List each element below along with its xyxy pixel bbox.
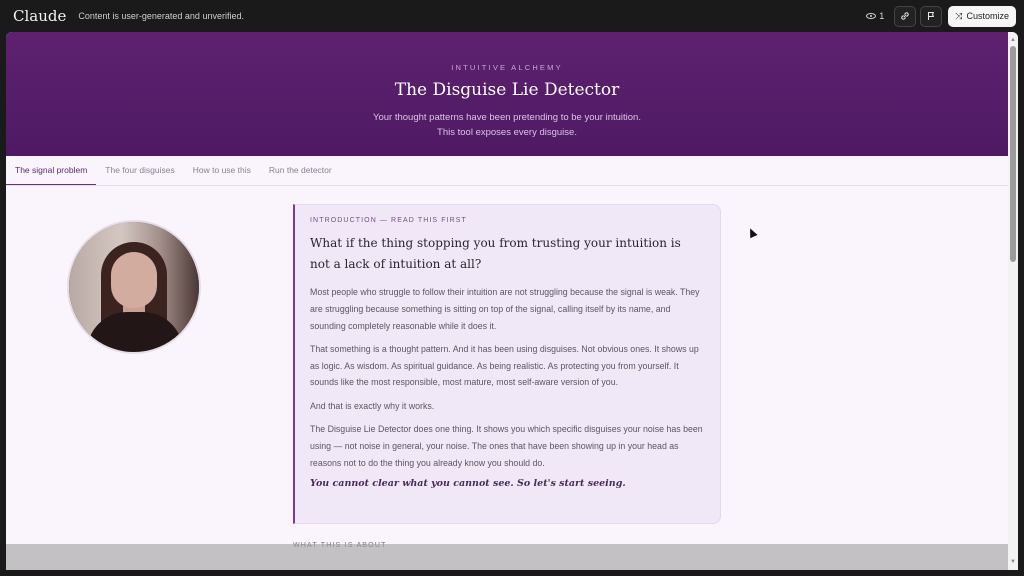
customize-label: Customize: [966, 11, 1009, 21]
tab-run-detector[interactable]: Run the detector: [268, 165, 332, 175]
card-closer: You cannot clear what you cannot see. So let's start seeing.: [310, 477, 626, 489]
scrollbar[interactable]: [1008, 32, 1018, 570]
artifact-frame: [6, 32, 1018, 570]
brand-logo[interactable]: Claude: [13, 7, 67, 25]
scroll-up-icon[interactable]: ▲: [1010, 37, 1016, 43]
hero-eyebrow: INTUITIVE ALCHEMY: [451, 63, 563, 72]
page-title: The Disguise Lie Detector: [394, 80, 620, 100]
hero-subtitle: [6, 110, 1008, 140]
card-heading: What if the thing stopping you from trusting your intuition is not a lack of intuition at all?: [310, 236, 681, 271]
tab-how-to-use[interactable]: How to use this: [192, 165, 251, 175]
copy-link-button[interactable]: [894, 6, 916, 27]
report-button[interactable]: [920, 6, 942, 27]
tab-bar: [6, 156, 1008, 186]
content-notice: Content is user-generated and unverified.: [78, 11, 244, 21]
tab-four-disguises[interactable]: The four disguises: [105, 165, 175, 175]
card-eyebrow: INTRODUCTION — READ THIS FIRST: [310, 217, 467, 224]
view-count-value: 1: [879, 11, 885, 21]
top-bar: [0, 0, 1024, 32]
scrollbar-thumb[interactable]: [1010, 46, 1016, 262]
intro-card: [293, 204, 721, 524]
link-icon: [900, 11, 910, 21]
shuffle-icon: ⤨: [955, 10, 963, 21]
hero-header: [6, 32, 1008, 156]
eye-icon: [866, 13, 876, 19]
card-paragraph: The Disguise Lie Detector does one thing. It shows you which specific disguises your noise has been using — not noise in general, your noise. The ones that have been showing up in your head as reasons not to do the thing you already know you should do.: [310, 424, 703, 468]
card-paragraph: And that is exactly why it works.: [310, 400, 435, 411]
hero-subtitle-line: This tool exposes every disguise.: [437, 127, 577, 138]
avatar-face: [111, 252, 157, 308]
hero-subtitle-line: Your thought patterns have been pretending to be your intuition.: [373, 112, 641, 123]
bottom-overlay: [6, 544, 1008, 570]
tab-signal-problem[interactable]: The signal problem: [6, 156, 96, 185]
scroll-down-icon[interactable]: ▼: [1010, 559, 1016, 565]
card-paragraph: Most people who struggle to follow their intuition are not struggling because the signal is weak. They are struggling because something is sitting on top of the signal, calling itself by its name, and sounding completely reasonable while it does it.: [310, 287, 700, 331]
customize-button[interactable]: [948, 6, 1016, 27]
view-count: [866, 11, 884, 21]
card-paragraph: That something is a thought pattern. And it has been using disguises. Not obvious ones. It shows up as logic. As wisdom. As spiritual guidance. As being realistic. As protecting you from yourself. It sounds like the most responsible, most mature, most self-aware version of you.: [310, 343, 699, 388]
author-avatar: [67, 220, 201, 354]
flag-icon: [926, 11, 936, 21]
